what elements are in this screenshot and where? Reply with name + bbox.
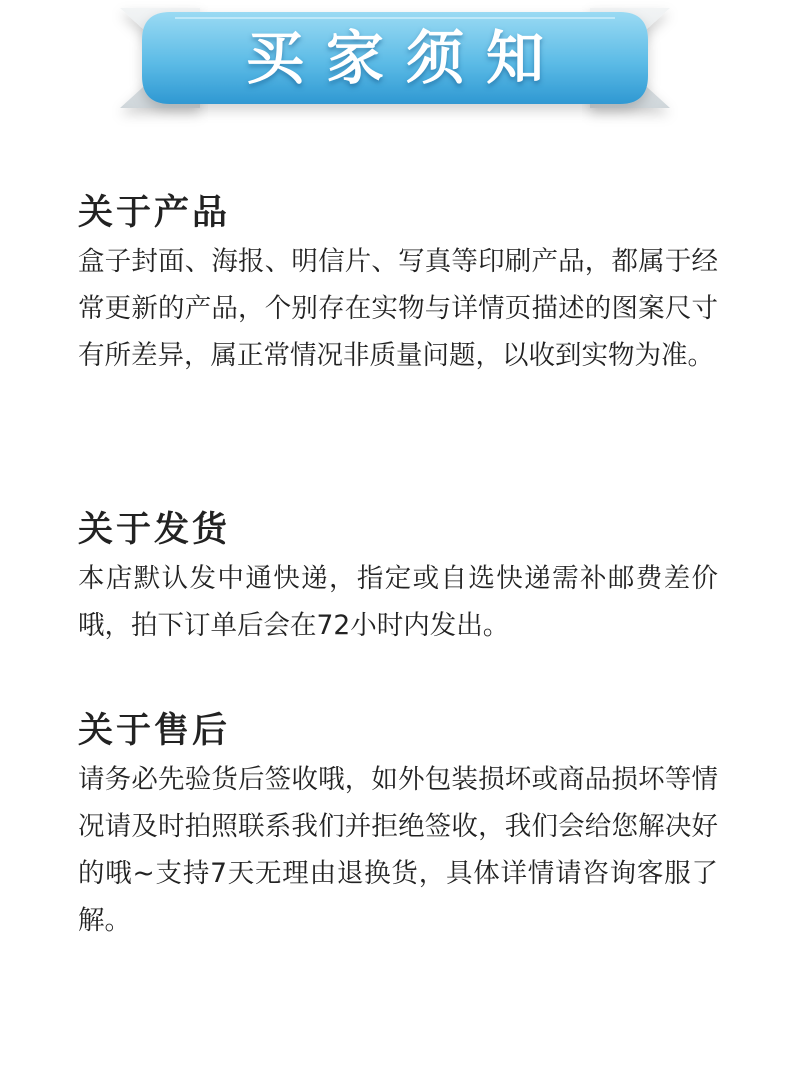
- section-aftersale: [78, 706, 718, 944]
- section-body-product: 盒子封面、海报、明信片、写真等印刷产品，都属于经常更新的产品，个别存在实物与详情页描述的图案尺寸有所差异，属正常情况非质量问题，以收到实物为准。: [78, 246, 718, 371]
- header-banner: [0, 0, 790, 130]
- banner-title: 买家须知: [245, 24, 566, 92]
- section-title-aftersale: 关于售后: [78, 711, 231, 751]
- section-body-aftersale: 请务必先验货后签收哦，如外包装损坏或商品损坏等情况请及时拍照联系我们并拒绝签收，我们会给您解决好的哦~支持7天无理由退换货，具体详情请咨询客服了解。: [78, 764, 718, 936]
- section-product: [78, 188, 718, 379]
- section-shipping: [78, 505, 718, 649]
- section-title-shipping: 关于发货: [78, 510, 231, 550]
- section-title-product: 关于产品: [78, 193, 231, 233]
- section-body-shipping: 本店默认发中通快递，指定或自选快递需补邮费差价哦，拍下订单后会在72小时内发出。: [78, 563, 718, 641]
